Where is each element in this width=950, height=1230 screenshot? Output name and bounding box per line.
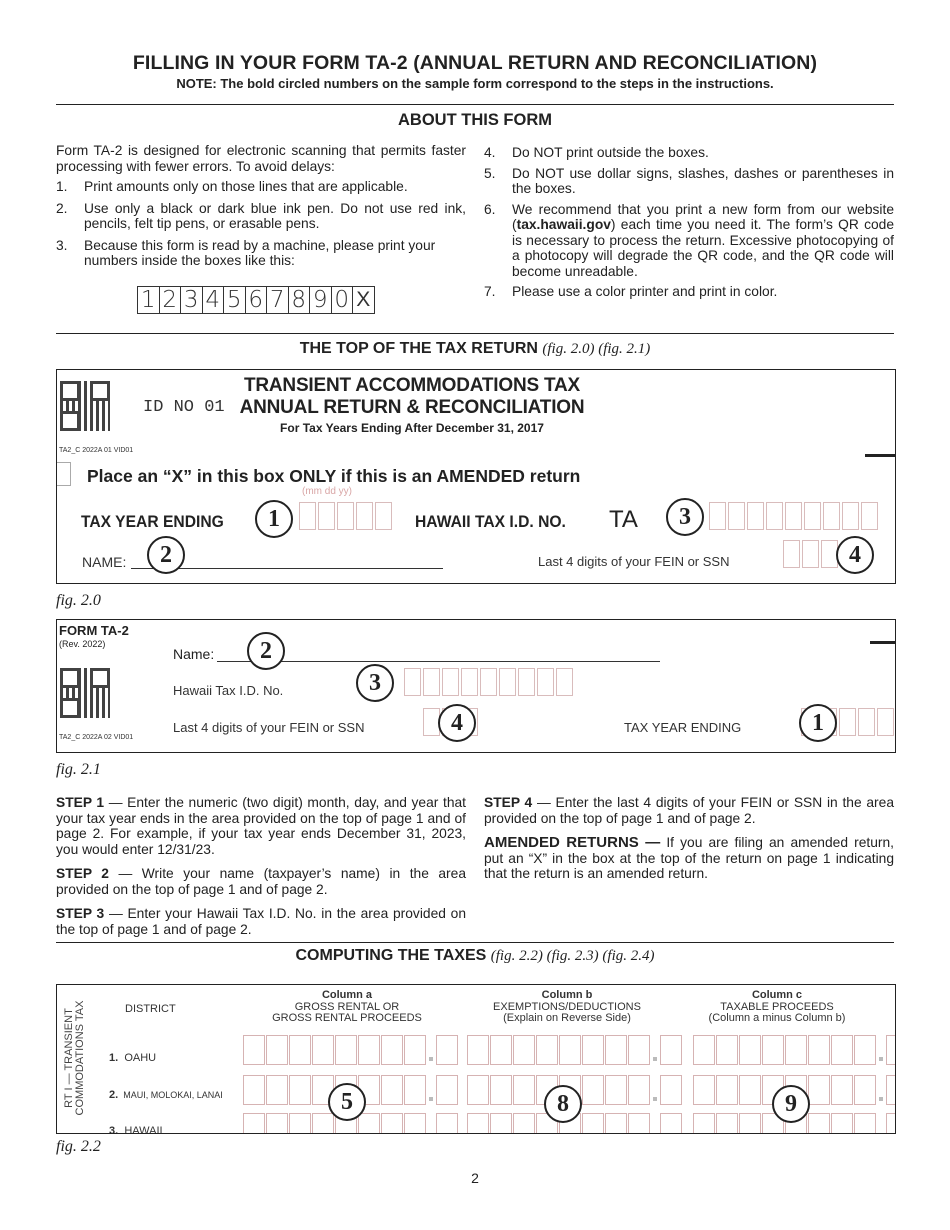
qr-code-id: TA2_C 2022A 02 VID01 [59, 734, 134, 741]
step-circle-9: 9 [772, 1085, 810, 1123]
sample-digit: 3 [181, 287, 203, 313]
steps-left-column [56, 795, 466, 946]
name-label: Name: [173, 646, 215, 662]
figure-2-1 [56, 619, 896, 753]
step-circle-5: 5 [328, 1083, 366, 1121]
hawaii-tax-id-label: HAWAII TAX I.D. NO. [415, 512, 566, 531]
divider [56, 942, 894, 943]
sample-digit: X [356, 288, 371, 311]
page-note: NOTE: The bold circled numbers on the sample form correspond to the steps in the instructions. [176, 76, 774, 91]
row-1-column-b-boxes[interactable] [467, 1035, 683, 1065]
hawaii-tax-id-label: Hawaii Tax I.D. No. [173, 683, 284, 698]
sample-digit: 8 [289, 287, 311, 313]
about-intro: Form TA-2 is designed for electronic scanning that permits faster processing with fewer errors. To avoid delays: [56, 143, 466, 174]
registration-mark [865, 454, 895, 457]
step-circle-4: 4 [438, 704, 476, 742]
sample-digit: 0 [332, 287, 354, 313]
figure-2-2 [56, 984, 896, 1134]
step-2: STEP 2 — Write your name (taxpayer’s name) in the area provided on the top of page 1 and of page 2. [56, 866, 466, 897]
district-header: DISTRICT [125, 1003, 176, 1015]
sample-digit: 1 [138, 287, 160, 313]
name-label: NAME: [82, 554, 127, 570]
step-circle-2: 2 [247, 632, 285, 670]
part-side-label: RT I — TRANSIENT COMMODATIONS TAX [63, 1000, 86, 1116]
date-hint: (mm dd yy) [302, 486, 352, 497]
page-title: FILLING IN YOUR FORM TA-2 (ANNUAL RETURN AND RECONCILIATION) [132, 52, 818, 74]
name-line[interactable] [217, 661, 660, 662]
list-item: 4. Do NOT print outside the boxes. [484, 145, 709, 160]
row-1-column-a-boxes[interactable] [243, 1035, 459, 1065]
list-item: 3. Because this form is read by a machine, please print your numbers inside the boxes like this: [56, 237, 436, 268]
form-revision: (Rev. 2022) [59, 639, 106, 649]
table-row-label: 3. HAWAII [109, 1125, 163, 1134]
divider [56, 104, 894, 105]
sample-digit: 5 [224, 287, 246, 313]
step-4: STEP 4 — Enter the last 4 digits of your FEIN or SSN in the area provided on the top of page 1 and of page 2. [484, 795, 894, 826]
list-item: 1. Print amounts only on those lines that are applicable. [56, 179, 408, 194]
step-circle-1: 1 [799, 704, 837, 742]
website-link[interactable]: tax.hawaii.gov [516, 217, 611, 232]
column-a-header: Column a GROSS RENTAL OR GROSS RENTAL PROCEEDS [272, 989, 422, 1024]
row-1-column-c-boxes[interactable] [693, 1035, 896, 1065]
registration-mark [870, 641, 895, 644]
qr-code-id: TA2_C 2022A 01 VID01 [59, 447, 134, 454]
sample-digit: 4 [203, 287, 225, 313]
fein-boxes[interactable] [783, 540, 840, 568]
computing-heading: COMPUTING THE TAXES (fig. 2.2) (fig. 2.3) (fig. 2.4) [295, 947, 655, 964]
sample-digit: 2 [160, 287, 182, 313]
column-c-header: Column c TAXABLE PROCEEDS (Column a minus Column b) [708, 989, 846, 1024]
tax-id-boxes[interactable] [404, 668, 575, 696]
list-item: 7. Please use a color printer and print in color. [484, 284, 778, 299]
sample-digit: 7 [267, 287, 289, 313]
step-circle-2: 2 [147, 536, 185, 574]
figure-caption: fig. 2.2 [56, 1138, 101, 1155]
page-number: 2 [471, 1170, 479, 1186]
fein-label: Last 4 digits of your FEIN or SSN [538, 554, 730, 569]
amended-checkbox[interactable] [56, 462, 71, 486]
steps-right-column [484, 795, 894, 891]
amended-label: Place an “X” in this box ONLY if this is an AMENDED return [87, 466, 581, 486]
step-circle-3: 3 [666, 498, 704, 536]
list-item: 2. Use only a black or dark blue ink pen. Do not use red ink, pencils, felt tip pens, or erasable pens. [56, 200, 466, 231]
amended-returns: AMENDED RETURNS — If you are filing an amended return, put an “X” in the box at the top of the return on page 1 indicating that the return is an amended return. [484, 834, 894, 881]
table-row-label: 2. MAUI, MOLOKAI, LANAI [109, 1089, 223, 1101]
column-b-header: Column b EXEMPTIONS/DEDUCTIONS (Explain on Reverse Side) [493, 989, 641, 1024]
about-heading: ABOUT THIS FORM [398, 111, 552, 129]
sample-digit: 6 [246, 287, 268, 313]
list-item: 5. Do NOT use dollar signs, slashes, dashes or parentheses in the boxes. [484, 165, 894, 196]
sample-digit: 9 [310, 287, 332, 313]
step-circle-4: 4 [836, 536, 874, 574]
fein-label: Last 4 digits of your FEIN or SSN [173, 720, 365, 735]
step-1: STEP 1 — Enter the numeric (two digit) month, day, and year that your tax year ends in the area provided on the top of page 1 and of page 2. For example, if your tax year ends December 31, 2023, you would enter 12/31/23. [56, 795, 467, 857]
tax-year-boxes[interactable] [299, 502, 394, 530]
form-title: TRANSIENT ACCOMMODATIONS TAX ANNUAL RETURN & RECONCILIATION For Tax Years Ending After December 31, 2017 [239, 375, 585, 435]
qr-code [60, 668, 110, 718]
step-circle-8: 8 [544, 1085, 582, 1123]
list-item: 6. We recommend that you print a new form from our website (tax.hawaii.gov) each time you need it. The form’s QR code is necessary to process the return. Excessive photocopying of a photocopy will degrade the QR code, and the QR code will become unreadable. [484, 201, 894, 279]
figure-caption: fig. 2.0 [56, 592, 101, 609]
table-row-label: 1. OAHU [109, 1052, 157, 1064]
form-number: FORM TA-2 [59, 623, 129, 638]
figure-2-0 [56, 369, 896, 584]
tax-id-boxes[interactable] [709, 502, 880, 530]
tax-year-ending-label: TAX YEAR ENDING [81, 512, 224, 531]
about-right-column [484, 145, 894, 306]
id-number: ID NO 01 [143, 398, 225, 417]
divider [56, 333, 894, 334]
about-left-column [56, 143, 466, 275]
top-section-heading: THE TOP OF THE TAX RETURN (fig. 2.0) (fig. 2.1) [299, 340, 651, 357]
tax-year-ending-label: TAX YEAR ENDING [624, 720, 742, 735]
step-circle-3: 3 [356, 664, 394, 702]
ta-prefix: TA [609, 506, 638, 533]
step-circle-1: 1 [255, 500, 293, 538]
qr-code [60, 381, 110, 431]
step-3: STEP 3 — Enter your Hawaii Tax I.D. No. in the area provided on the top of page 1 and of page 2. [56, 906, 466, 937]
sample-digit-boxes [137, 286, 375, 314]
figure-caption: fig. 2.1 [56, 761, 101, 778]
